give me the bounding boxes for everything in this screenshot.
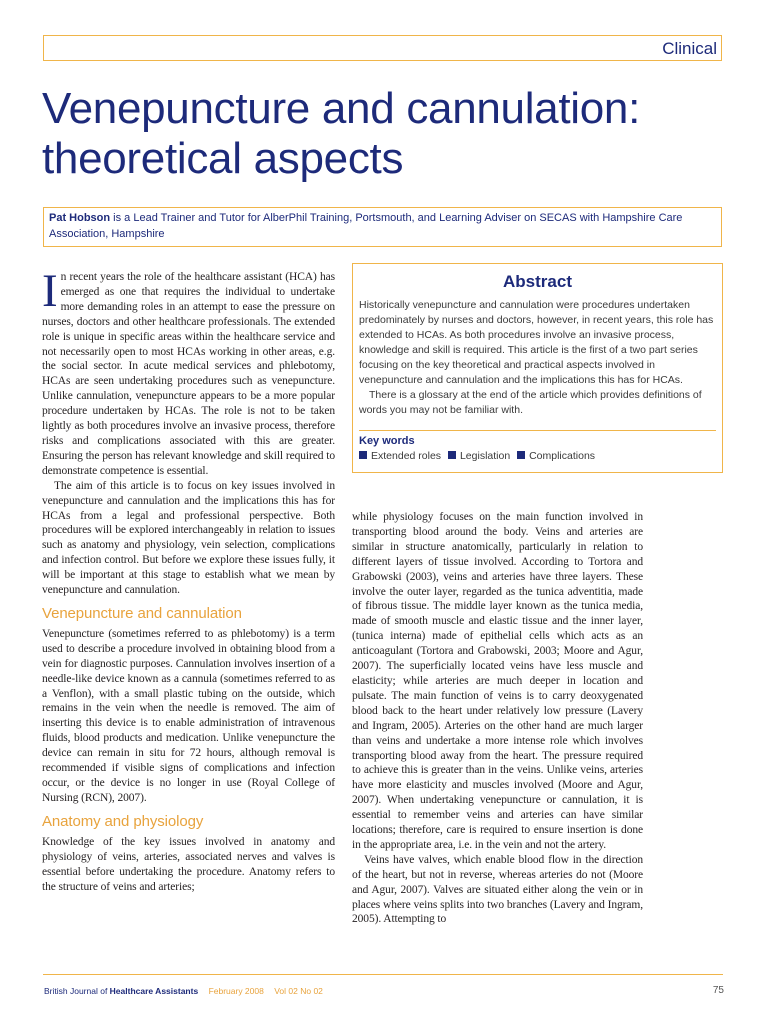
keyword-item: Extended roles [371, 450, 442, 462]
square-bullet-icon [448, 451, 456, 459]
abstract-title: Abstract [503, 272, 572, 291]
square-bullet-icon [517, 451, 525, 459]
column-left [42, 265, 335, 894]
valves-paragraph: Veins have valves, which enable blood flow in the direction of the heart, but not in reverse, whereas arteries do not (Moore and Agur, 2007). Valves are situated either along the vein or in places where veins splits into two branches (Lavery and Ingram, 2005). Attempting to [352, 853, 643, 926]
journal-name: Healthcare Assistants [109, 986, 199, 996]
square-bullet-icon [359, 451, 367, 459]
heading-venepuncture: Venepuncture and cannulation [42, 604, 242, 622]
article-title: Venepuncture and cannulation: theoretical aspects [42, 84, 641, 183]
abstract-paragraph-2: There is a glossary at the end of the article which provides definitions of words you may not be familiar with. [359, 389, 702, 416]
intro-paragraph-1-text: n recent years the role of the healthcare assistant (HCA) has emerged as one that requires the individual to undertake more demanding roles in an attempt to ease the pressure on nurses, doctors and other healthcare professionals. The extended role is unique in specific areas within the healthcare service and not necessarily open to most HCAs working in other areas, e.g. the social sector. In acute medical services and phlebotomy, HCAs are seen undertaking procedures such as venepuncture. Unlike cannulation, venepuncture appears to be a more popular procedure undertaken by HCAs. The role is not to be taken lightly as both procedures involve an invasive process, therefore risks and complications associated with this are greater. Ensuring the person has relevant knowledge and skill required to demonstrate competence is essential. [42, 271, 335, 477]
keywords-divider [359, 430, 716, 431]
section-header-bar [43, 35, 722, 61]
keyword-item: Complications [529, 450, 596, 462]
issue-date: February 2008 [208, 986, 264, 996]
footer-divider [43, 974, 723, 975]
drop-cap: I [42, 265, 58, 317]
column-right [352, 510, 643, 927]
abstract-paragraph-1: Historically venepuncture and cannulation were procedures undertaken predominately by nurses and doctors, however, in recent years, this role has extended to HCAs. As both procedures involve an invasive process, knowledge and skill is required. This article is the first of a two part series focusing on the key theoretical and practical aspects involved in venepuncture and cannulation and the implications this has for HCAs. [359, 299, 714, 386]
intro-paragraph-1 [42, 265, 335, 479]
keywords-list [359, 449, 716, 463]
keywords-title: Key words [359, 435, 415, 447]
volume-number: Vol 02 No 02 [274, 986, 323, 996]
anatomy-paragraph: Knowledge of the key issues involved in anatomy and physiology of veins, arteries, associated nerves and valves is essential before undertaking the procedure. Anatomy refers to the structure of veins and arteries; [42, 835, 335, 893]
abstract-box [352, 263, 723, 473]
author-box [43, 207, 722, 247]
heading-anatomy: Anatomy and physiology [42, 812, 204, 830]
keyword-item: Legislation [459, 450, 511, 462]
author-name: Pat Hobson [49, 212, 111, 224]
intro-paragraph-2: The aim of this article is to focus on key issues involved in venepuncture and cannulation and the implications this has for HCAs from a legal and professional perspective. Both procedures will be explored interchangeably in relation to issues such as anatomy and physiology, vein selection, complications and infection control. But before we explore these issues fully, it will be important at this stage to establish what we mean by venepuncture and cannulation. [42, 479, 335, 597]
author-bio: is a Lead Trainer and Tutor for AlberPhil Training, Portsmouth, and Learning Adviser on SECAS with Hampshire Care Association, Hampshire [49, 212, 683, 240]
page-footer [44, 986, 724, 996]
page-number: 75 [712, 985, 724, 996]
physiology-paragraph: while physiology focuses on the main function involved in transporting blood around the body. Veins and arteries are similar in structure anatomically, particularly in relation to different layers of tissue involved. According to Tortora and Grabowski (2003), veins and arteries have three layers. These involve the outer layer, regarded as the tunica adventitia, made of fibrous tissue. The middle layer known as the tunica media, made of smooth muscle and elastic tissue and the inner layer, (tunica interna) made of epithelial cells which acts as an anticoagulant (Tortora and Grabowski, 2003; Moore and Agur, 2007). The superficially located veins have less muscle and elasticity; while arteries are much deeper in location and pulsate. The main function of veins is to carry deoxygenated blood back to the heart under relatively low pressure (Lavery and Ingram, 2005). Arteries on the other hand are much larger than veins and undertake a more intense role which involves transporting blood away from the heart. The pressure required to achieve this is greater than in the veins. Unlike veins, arteries have more elasticity and muscles involved (Moore and Agur, 2007). When undertaking venepuncture or cannulation, it is essential to remember veins and arteries can have similar locations; therefore, care is required to ensure insertion is done in the appropriate area, i.e. in the vein and not the artery. [352, 511, 643, 851]
section-label: Clinical [662, 39, 717, 58]
journal-prefix: British Journal of [44, 986, 110, 996]
venepuncture-paragraph: Venepuncture (sometimes referred to as phlebotomy) is a term used to describe a procedure involved in obtaining blood from a vein for diagnostic purposes. Cannulation involves insertion of a needle-like device known as a cannula (sometimes referred to as a Venflon), with a small plastic tubing on the outside, which remains in the vein when the needle is removed. The aim of inserting this device is to enable administration of intravenous fluids, blood products and medication. Unlike venepuncture the device can remain in situ for 72 hours, although removal is recommended if visible signs of complications and infection occur, or the device is no longer in use (Royal College of Nursing (RCN), 2007). [42, 627, 335, 804]
